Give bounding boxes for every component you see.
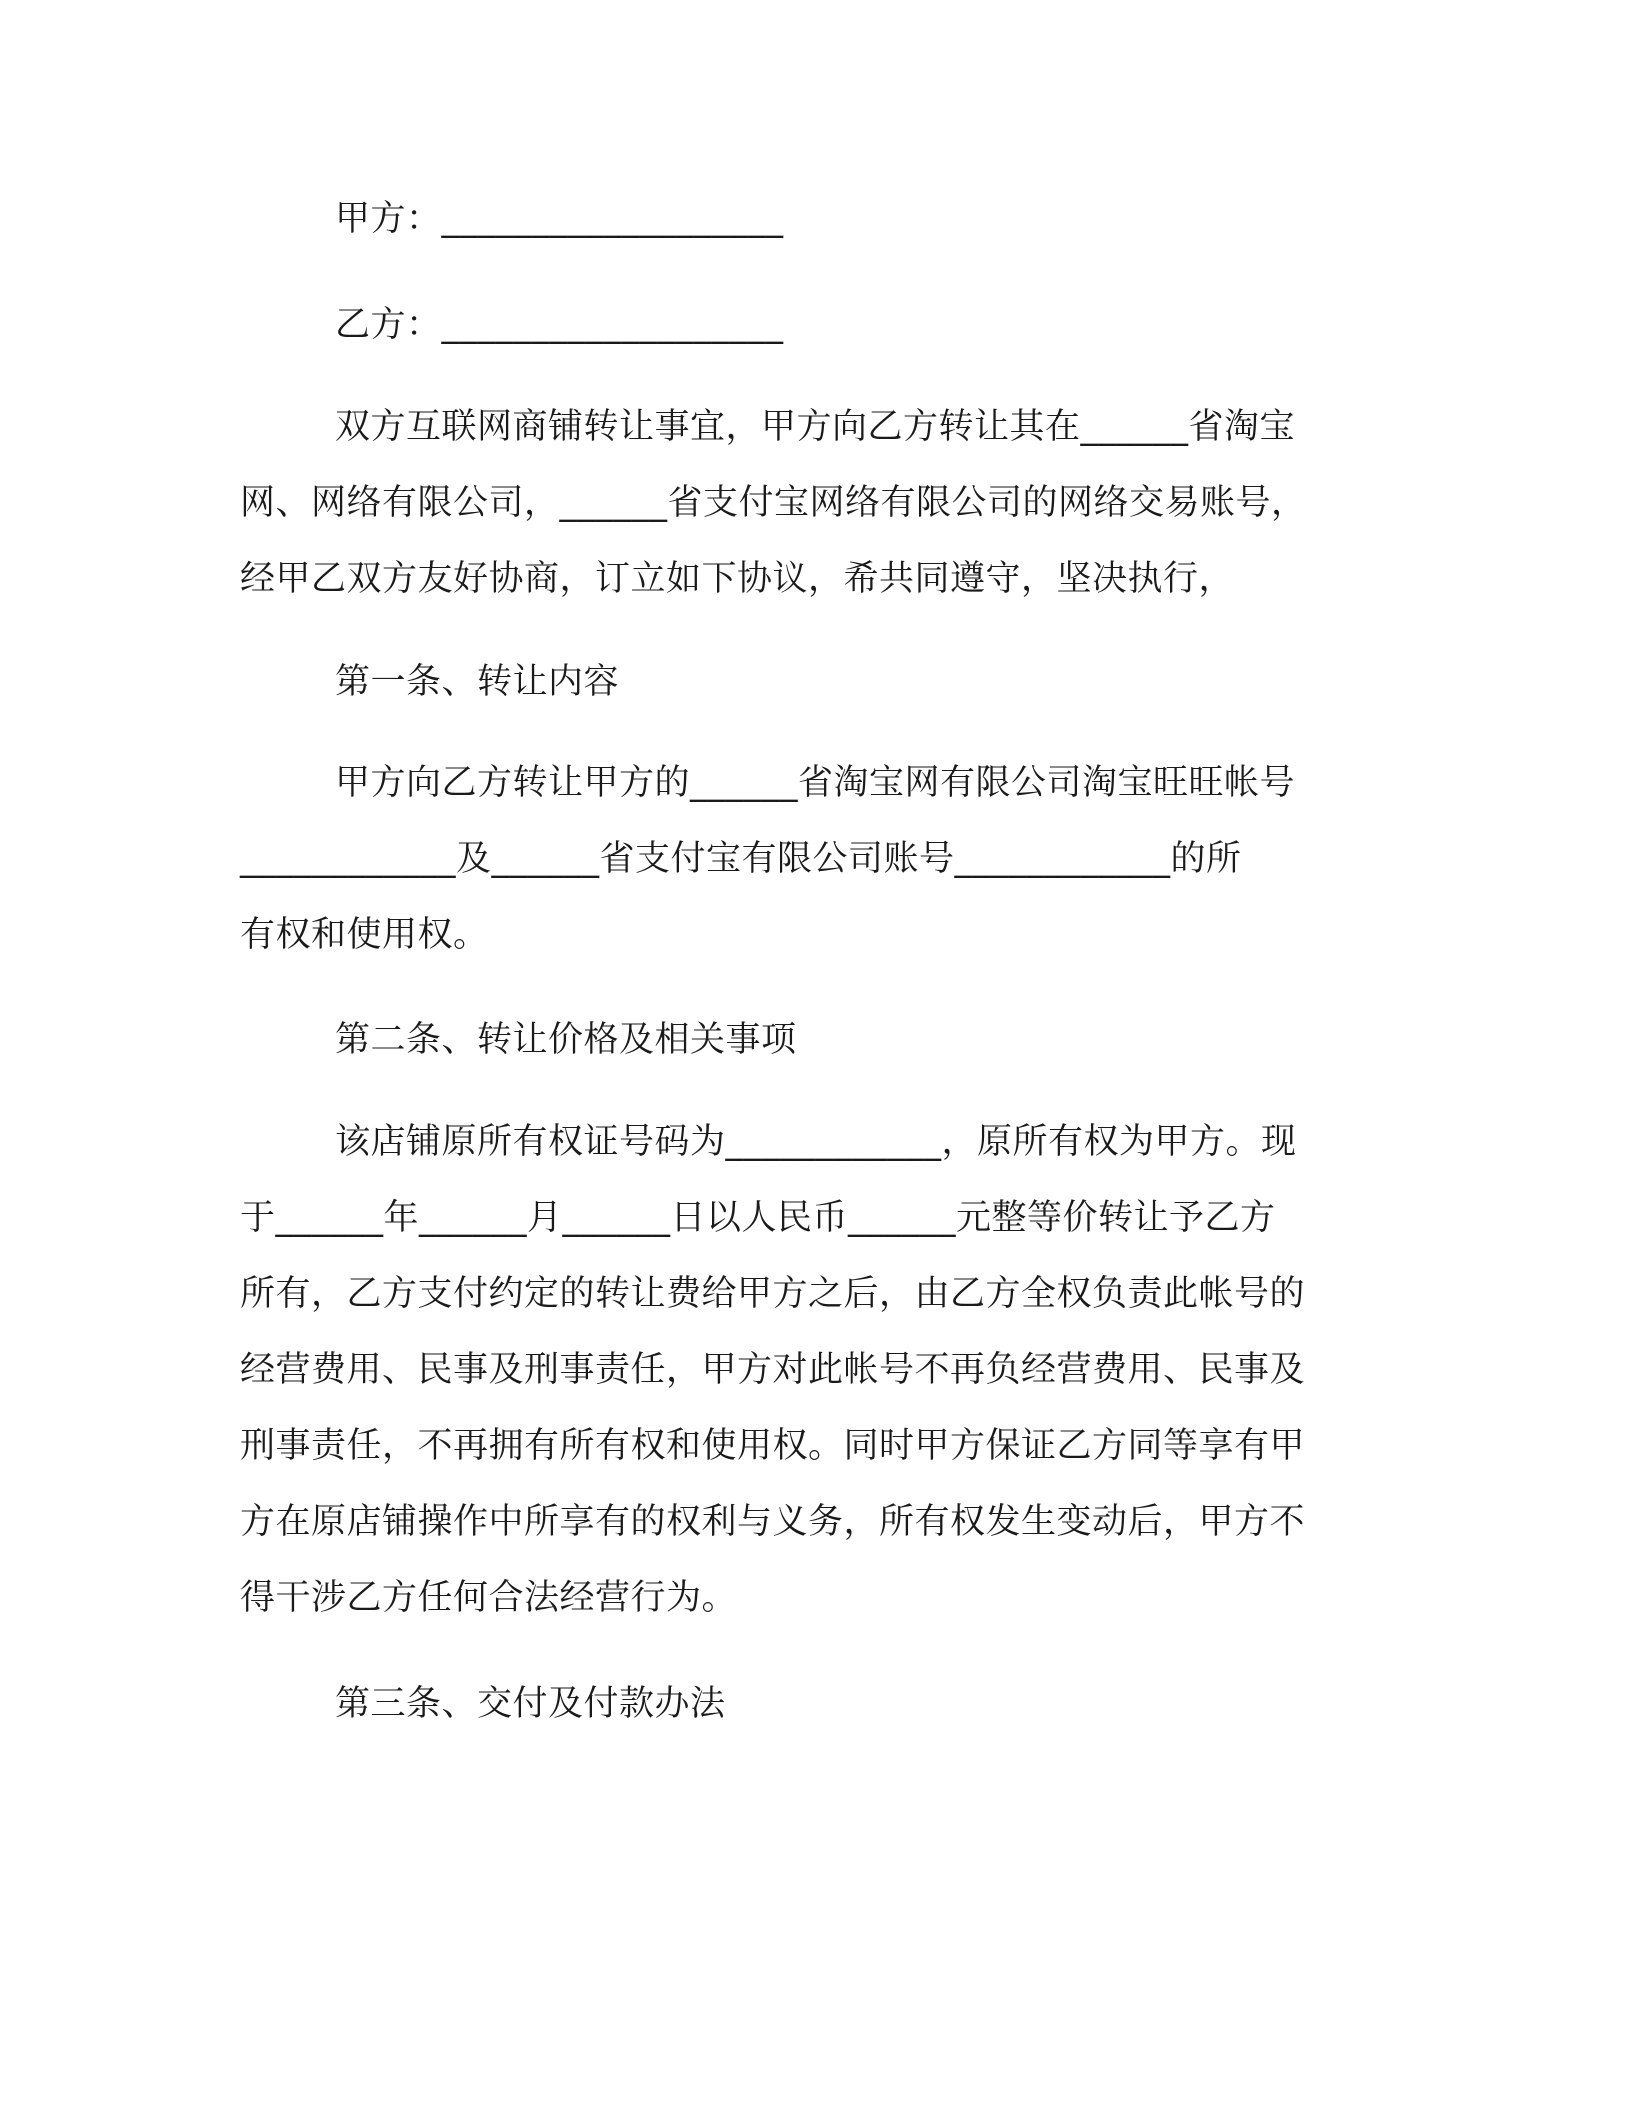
party-a-line: 甲方：___________________ [335, 199, 784, 239]
article1-line-1: 甲方向乙方转让甲方的______省淘宝网有限公司淘宝旺旺帐号 [335, 763, 1296, 803]
intro-line-2: 网、网络有限公司，______省支付宝网络有限公司的网络交易账号， [240, 483, 1307, 523]
article2-line-5: 刑事责任，不再拥有所有权和使用权。同时甲方保证乙方同等享有甲 [240, 1426, 1306, 1466]
intro-line-3: 经甲乙双方友好协商，订立如下协议，希共同遵守，坚决执行， [240, 559, 1235, 599]
party-b-line: 乙方：___________________ [335, 305, 784, 345]
article2-line-3: 所有，乙方支付约定的转让费给甲方之后，由乙方全权负责此帐号的 [240, 1274, 1306, 1314]
article3-title: 第三条、交付及付款办法 [335, 1684, 726, 1724]
intro-line-1: 双方互联网商铺转让事宜，甲方向乙方转让其在______省淘宝 [335, 407, 1296, 447]
article2-title: 第二条、转让价格及相关事项 [335, 1020, 797, 1060]
article2-line-2: 于______年______月______日以人民币______元整等价转让予乙方 [240, 1198, 1276, 1238]
article1-line-2: ____________及______省支付宝有限公司账号____________的所 [240, 839, 1242, 879]
article1-line-3: 有权和使用权。 [240, 915, 489, 955]
article2-line-7: 得干涉乙方任何合法经营行为。 [240, 1578, 738, 1618]
article2-line-1: 该店铺原所有权证号码为____________，原所有权为甲方。现 [335, 1122, 1297, 1162]
article2-line-6: 方在原店铺操作中所享有的权利与义务，所有权发生变动后，甲方不 [240, 1502, 1306, 1542]
article2-line-4: 经营费用、民事及刑事责任，甲方对此帐号不再负经营费用、民事及 [240, 1350, 1306, 1390]
article1-title: 第一条、转让内容 [335, 662, 620, 702]
